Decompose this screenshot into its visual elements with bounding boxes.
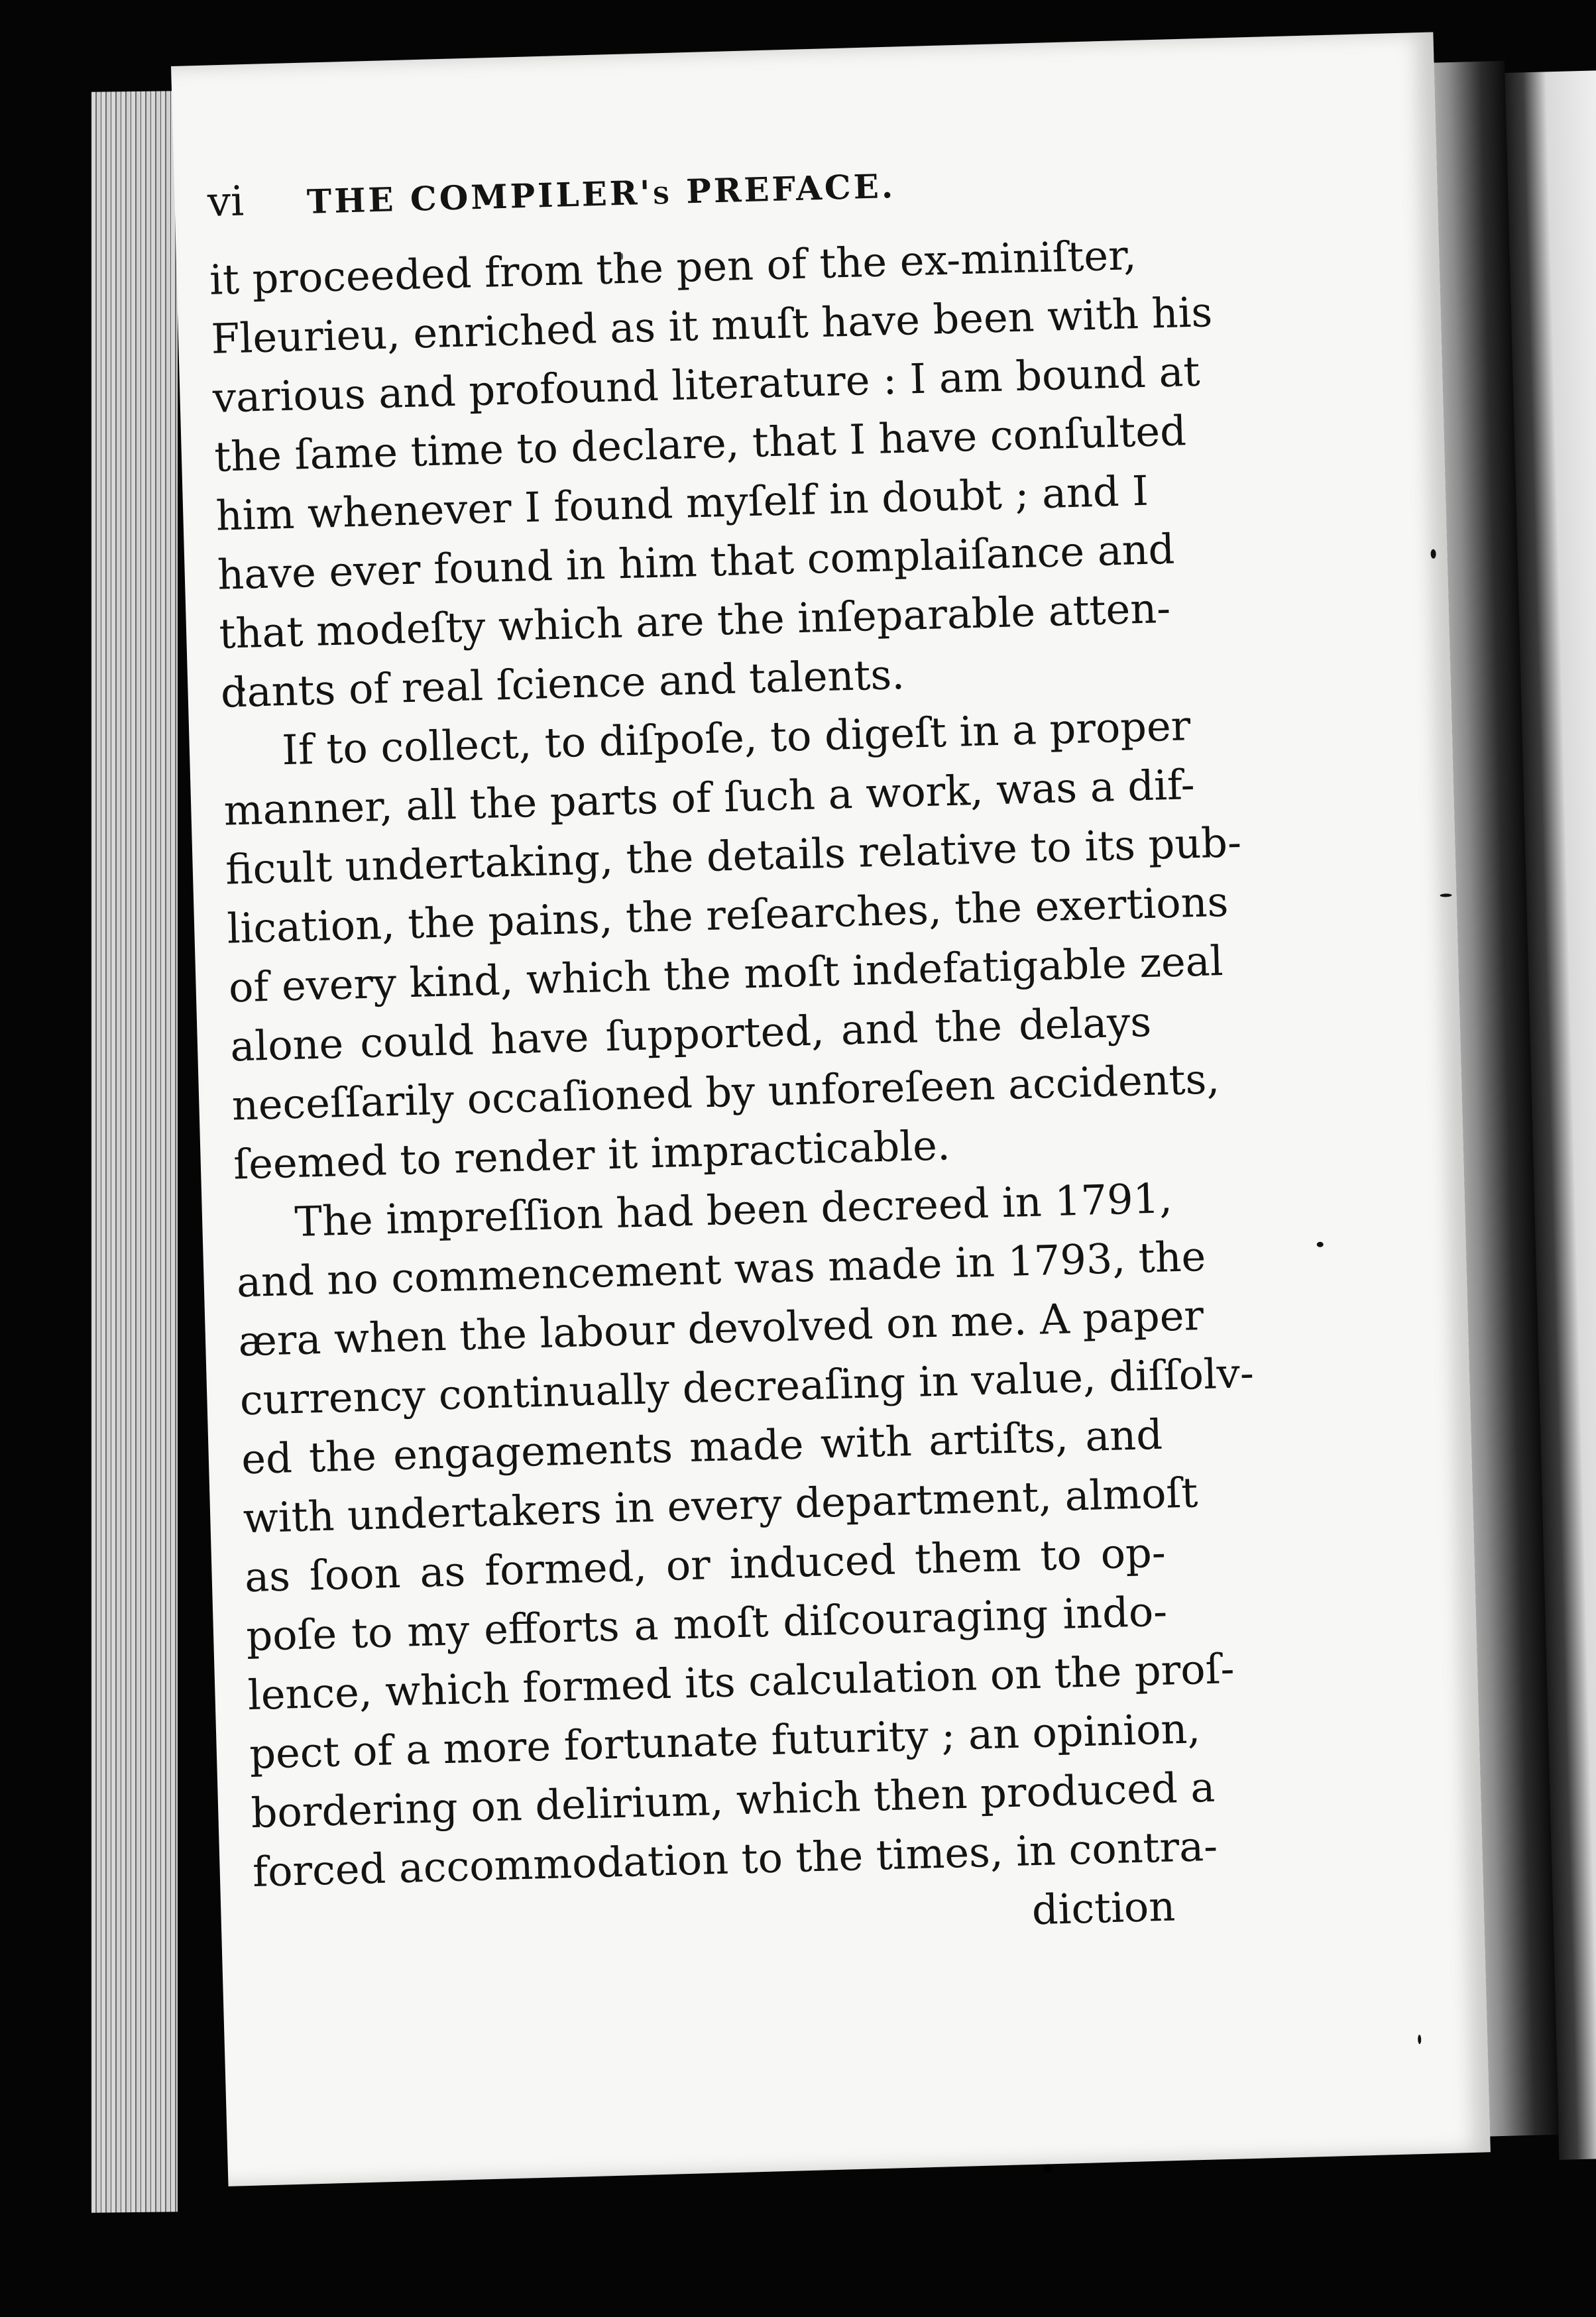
text-line: lication, the pains, the reſearches, the exertions — [226, 877, 1229, 953]
text-line: æra when the labour devolved on me. A paper — [237, 1290, 1204, 1366]
book-page-edges — [91, 91, 178, 2213]
ink-speck — [1440, 893, 1452, 897]
page-number: vi — [207, 176, 245, 226]
text-line: as ſoon as formed, or induced them to op- — [244, 1528, 1167, 1602]
text-line: various and profound literature : I am bound at — [212, 347, 1201, 422]
text-line: forced accommodation to the times, in contra- — [252, 1821, 1218, 1897]
text-line: neceſſarily occaſioned by unforeſeen accidents, — [231, 1054, 1220, 1130]
text-line: Fleurieu, enriched as it muſt have been with his — [210, 288, 1214, 363]
text-line: with undertakers in every department, almoſt — [242, 1468, 1199, 1543]
text-line: and no commencement was made in 1793, the — [236, 1231, 1207, 1307]
page-text-block — [207, 152, 1255, 1960]
text-line: of every kind, which the moſt indefatigable zeal — [228, 936, 1224, 1012]
text-line: ficult undertaking, the details relative to its pub- — [225, 818, 1242, 894]
text-line: lence, which formed its calculation on the proſ- — [247, 1644, 1235, 1720]
ink-speck — [1418, 2035, 1421, 2044]
text-line: manner, all the parts of ſuch a work, was a dif- — [223, 760, 1196, 835]
running-head: THE COMPILER's PREFACE. — [306, 166, 896, 221]
paragraph-start-line: If to collect, to diſpoſe, to digeſt in a proper — [281, 701, 1192, 775]
paragraph-start-line: The impreſſion had been decreed in 1791, — [294, 1174, 1173, 1246]
text-line: currency continually decreaſing in value, diſſolv- — [239, 1348, 1255, 1425]
text-line: it proceeded from the pen of the ex-miniſter, — [209, 231, 1137, 304]
ink-speck — [1317, 1242, 1324, 1247]
text-line: ſeemed to render it impracticable. — [233, 1121, 951, 1189]
text-line: alone could have ſupported, and the delays — [229, 997, 1152, 1071]
text-line: pect of a more fortunate futurity ; an opinion, — [249, 1704, 1201, 1779]
text-line: dants of real ſcience and talents. — [220, 650, 905, 717]
text-line: poſe to my efforts a moſt diſcouraging indo- — [245, 1587, 1168, 1661]
text-line: ed the engagements made with artiſts, and — [241, 1410, 1163, 1484]
text-line: bordering on delirium, which then produced a — [250, 1762, 1216, 1838]
text-line: him whenever I found myſelf in doubt ; and I — [215, 466, 1149, 540]
text-line: that modeſty which are the inſeparable atten- — [218, 583, 1171, 658]
catchword: diction — [1031, 1882, 1176, 1935]
text-line: have ever found in him that complaiſance and — [217, 524, 1176, 599]
ink-speck — [1430, 549, 1436, 559]
text-line: the ſame time to declare, that I have conſulted — [213, 406, 1187, 481]
